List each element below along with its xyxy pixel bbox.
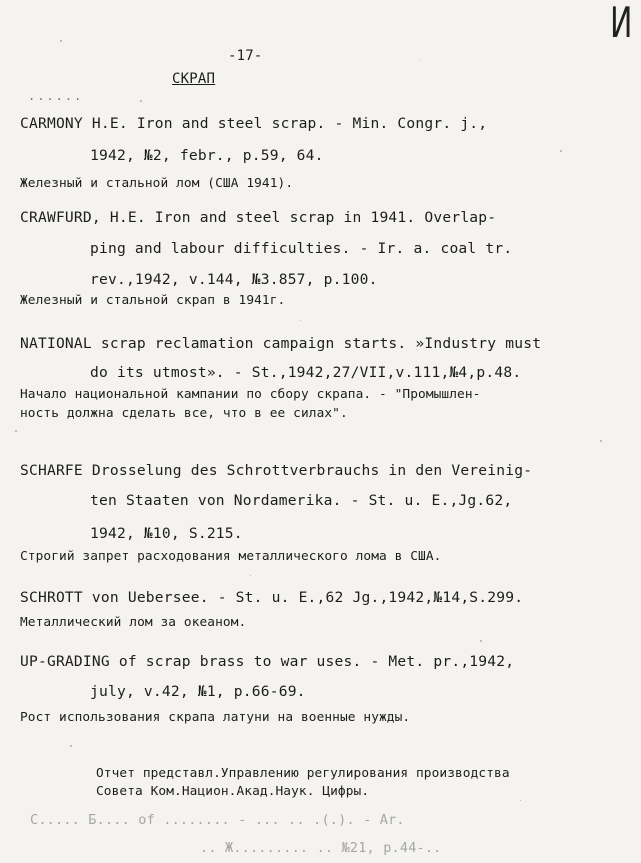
bleed-through-line-1: C..... Б.... of ........ - ... .. .(.). - Ar. — [30, 812, 405, 828]
entry-4-line-2: ten Staaten von Nordamerika. - St. u. E.,Jg.62, — [90, 492, 513, 509]
entry-2-line-3: rev.,1942, v.144, №3.857, p.100. — [90, 271, 378, 288]
entry-6-line-1: UP-GRADING of scrap brass to war uses. - Met. pr.,1942, — [20, 653, 515, 670]
entry-3-translation-2: ность должна сделать все, что в ее силах". — [20, 406, 348, 421]
bleed-through-line-2: .. Ж......... .. №21, p.44-.. — [200, 840, 442, 856]
footer-note-line-2: Совета Ком.Национ.Акад.Наук. Цифры. — [96, 784, 370, 799]
entry-4-translation: Строгий запрет расходования металлического лома в США. — [20, 549, 442, 564]
entry-1-line-2: 1942, №2, febr., p.59, 64. — [90, 147, 324, 164]
entry-5-translation: Металлический лом за океаном. — [20, 615, 247, 630]
entry-4-line-1: SCHARFE Drosselung des Schrottverbrauchs in den Vereinig- — [20, 462, 533, 479]
entry-6-line-2: july, v.42, №1, p.66-69. — [90, 683, 306, 700]
leader-dots: ...... — [28, 89, 84, 103]
entry-3-line-1: NATIONAL scrap reclamation campaign starts. »Industry must — [20, 335, 542, 352]
footer-note-line-1: Отчет представл.Управлению регулирования производства — [96, 766, 510, 781]
entry-2-line-2: ping and labour difficulties. - Ir. a. coal tr. — [90, 240, 513, 257]
section-title: СКРАП — [172, 71, 216, 87]
entry-1-line-1: CARMONY H.E. Iron and steel scrap. - Min. Congr. j., — [20, 115, 488, 132]
entry-3-translation-1: Начало национальной кампании по сбору скрапа. - "Промышлен- — [20, 387, 481, 402]
entry-3-line-2: do its utmost». - St.,1942,27/VII,v.111,№4,p.48. — [90, 364, 522, 381]
handwritten-corner-mark: И — [610, 0, 633, 48]
entry-2-line-1: CRAWFURD, H.E. Iron and steel scrap in 1941. Overlap- — [20, 209, 497, 226]
page-number: -17- — [228, 48, 263, 64]
entry-5-line-1: SCHROTT von Uebersee. - St. u. E.,62 Jg.,1942,№14,S.299. — [20, 589, 524, 606]
entry-1-translation: Железный и стальной лом (США 1941). — [20, 176, 294, 191]
entry-6-translation: Рост использования скрапа латуни на военные нужды. — [20, 710, 411, 725]
entry-2-translation: Железный и стальной скрап в 1941г. — [20, 293, 286, 308]
entry-4-line-3: 1942, №10, S.215. — [90, 525, 243, 542]
